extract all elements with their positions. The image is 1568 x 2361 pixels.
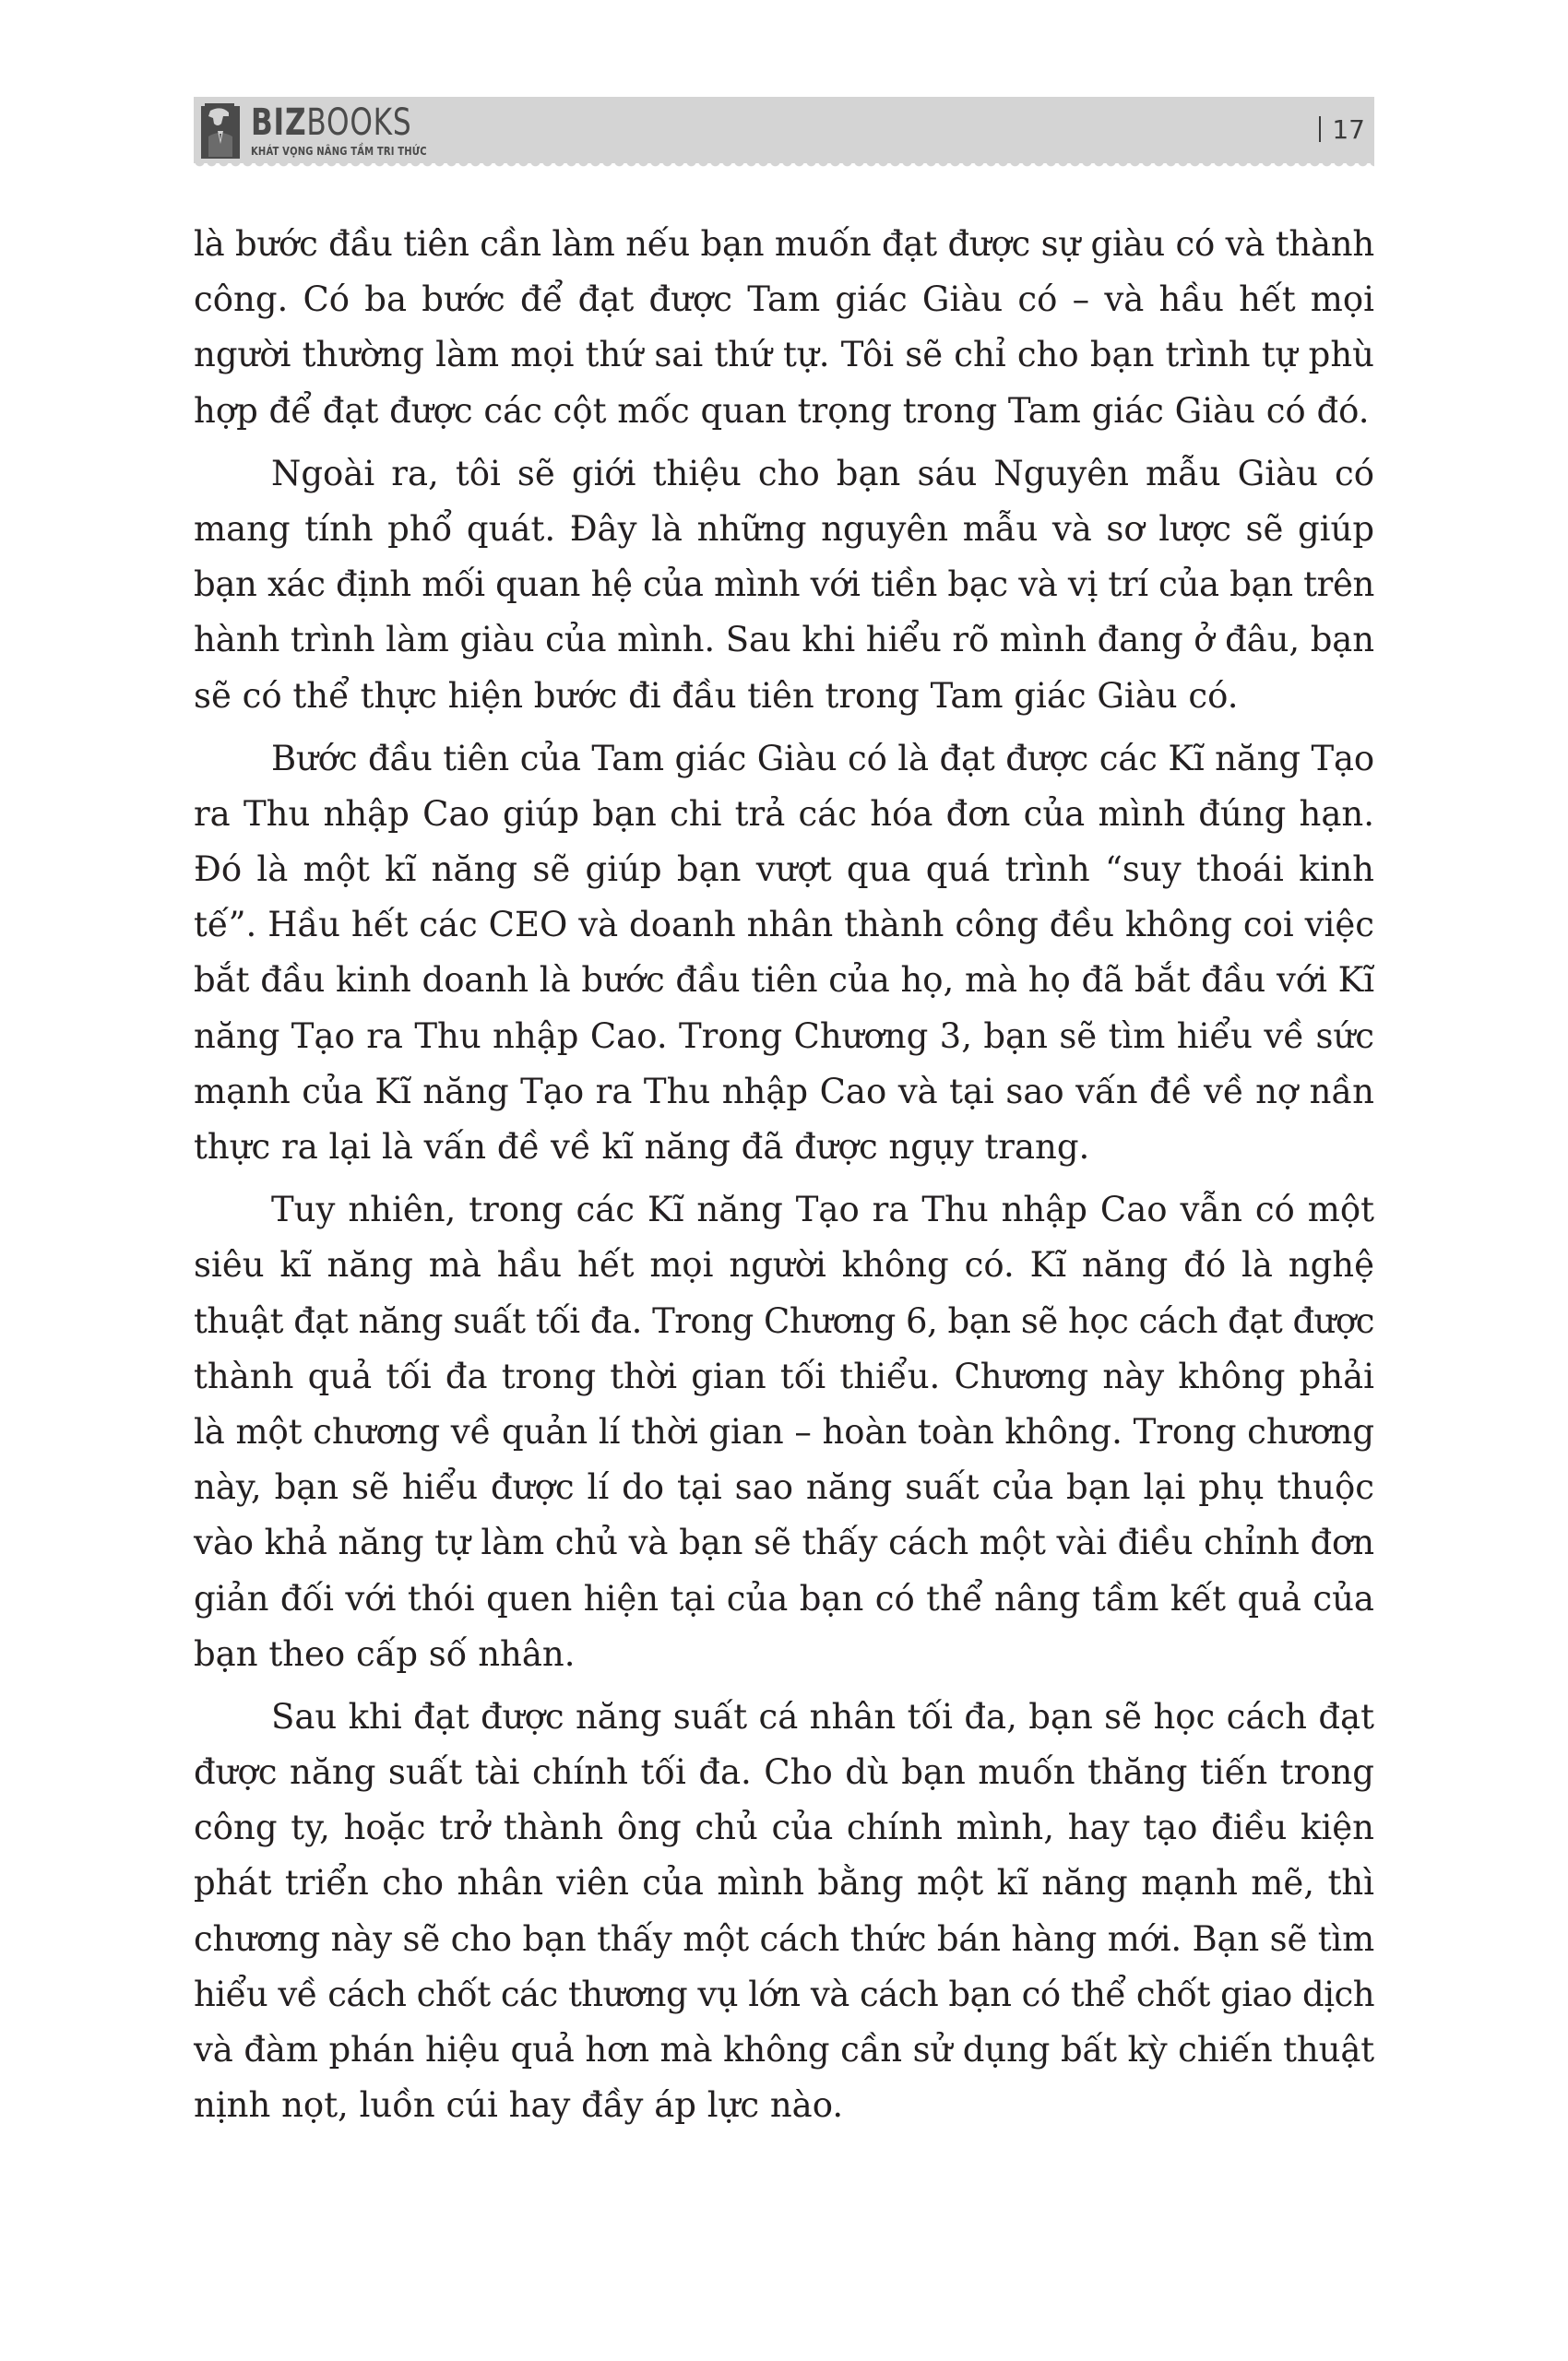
paragraph <box>194 731 1374 1176</box>
text-line: Tuy nhiên, trong các Kĩ năng Tạo ra Thu nhập Cao vẫn có một <box>271 1190 1374 1230</box>
text-line: nịnh nọt, luồn cúi hay đầy áp lực nào. <box>194 2085 844 2126</box>
text-line: công ty, hoặc trở thành ông chủ của chính mình, hay tạo điều kiện <box>194 1808 1374 1848</box>
text-line: phát triển cho nhân viên của mình bằng một kĩ năng mạnh mẽ, thì <box>194 1863 1374 1904</box>
text-line: mạnh của Kĩ năng Tạo ra Thu nhập Cao và tại sao vấn đề về nợ nần <box>194 1071 1374 1111</box>
text-line: Bước đầu tiên của Tam giác Giàu có là đạt được các Kĩ năng Tạo <box>271 738 1374 778</box>
page-number-value: 17 <box>1332 114 1365 145</box>
text-line: được năng suất tài chính tối đa. Cho dù bạn muốn thăng tiến trong <box>194 1752 1374 1793</box>
text-line: bạn xác định mối quan hệ của mình với tiền bạc và vị trí của bạn trên <box>194 564 1374 605</box>
text-line: mang tính phổ quát. Đây là những nguyên mẫu và sơ lược sẽ giúp <box>194 508 1374 549</box>
text-line: là một chương về quản lí thời gian – hoàn toàn không. Trong chương <box>194 1411 1374 1452</box>
text-line: bắt đầu kinh doanh là bước đầu tiên của họ, mà họ đã bắt đầu với Kĩ <box>194 960 1374 1001</box>
text-line: giản đối với thói quen hiện tại của bạn có thể nâng tầm kết quả của <box>194 1578 1374 1619</box>
text-line: Sau khi đạt được năng suất cá nhân tối đa, bạn sẽ học cách đạt <box>271 1696 1374 1737</box>
page-number <box>1319 114 1365 146</box>
text-line: và đàm phán hiệu quả hơn mà không cần sử dụng bất kỳ chiến thuật <box>194 2030 1374 2070</box>
text-line: vào khả năng tự làm chủ và bạn sẽ thấy cách một vài điều chỉnh đơn <box>194 1523 1374 1563</box>
text-line: sẽ có thể thực hiện bước đi đầu tiên trong Tam giác Giàu có. <box>194 675 1239 716</box>
text-line: Đó là một kĩ năng sẽ giúp bạn vượt qua quá trình “suy thoái kinh <box>194 849 1374 890</box>
text-line: thành quả tối đa trong thời gian tối thiểu. Chương này không phải <box>194 1356 1374 1396</box>
text-line: siêu kĩ năng mà hầu hết mọi người không có. Kĩ năng đó là nghệ <box>194 1245 1374 1286</box>
reader-silhouette-icon <box>201 103 240 159</box>
text-line: này, bạn sẽ hiểu được lí do tại sao năng suất của bạn lại phụ thuộc <box>194 1467 1374 1508</box>
paragraph <box>194 217 1374 439</box>
brand-tagline: KHÁT VỌNG NÂNG TẦM TRI THỨC <box>251 144 427 158</box>
text-line: bạn theo cấp số nhân. <box>194 1633 576 1674</box>
paragraph <box>194 1182 1374 1682</box>
text-line: Ngoài ra, tôi sẽ giới thiệu cho bạn sáu Nguyên mẫu Giàu có <box>271 453 1374 493</box>
text-line: chương này sẽ cho bạn thấy một cách thức bán hàng mới. Bạn sẽ tìm <box>194 1918 1374 1959</box>
paragraph <box>194 446 1374 724</box>
brand-logo-text <box>251 103 411 142</box>
text-line: người thường làm mọi thứ sai thứ tự. Tôi sẽ chỉ cho bạn trình tự phù <box>194 335 1374 375</box>
text-line: ra Thu nhập Cao giúp bạn chi trả các hóa đơn của mình đúng hạn. <box>194 793 1374 834</box>
text-line: thực ra lại là vấn đề về kĩ năng đã được ngụy trang. <box>194 1127 1090 1167</box>
text-line: hiểu về cách chốt các thương vụ lớn và cách bạn có thể chốt giao dịch <box>194 1974 1374 2014</box>
brand-name-light: BOOKS <box>306 101 412 144</box>
body-text <box>194 217 1374 2141</box>
text-line: năng Tạo ra Thu nhập Cao. Trong Chương 3, bạn sẽ tìm hiểu về sức <box>194 1015 1374 1056</box>
text-line: là bước đầu tiên cần làm nếu bạn muốn đạt được sự giàu có và thành <box>194 224 1374 264</box>
text-line: thuật đạt năng suất tối đa. Trong Chương 6, bạn sẽ học cách đạt được <box>194 1300 1374 1341</box>
page-number-divider <box>1319 116 1321 142</box>
text-line: hợp để đạt được các cột mốc quan trọng trong Tam giác Giàu có đó. <box>194 390 1370 431</box>
paragraph <box>194 1690 1374 2134</box>
text-line: tế”. Hầu hết các CEO và doanh nhân thành công đều không coi việc <box>194 905 1374 945</box>
header-scalloped-edge <box>194 161 1374 170</box>
brand-name-bold: BIZ <box>251 101 307 144</box>
text-line: hành trình làm giàu của mình. Sau khi hiểu rõ mình đang ở đâu, bạn <box>194 620 1374 660</box>
text-line: công. Có ba bước để đạt được Tam giác Giàu có – và hầu hết mọi <box>194 279 1374 320</box>
